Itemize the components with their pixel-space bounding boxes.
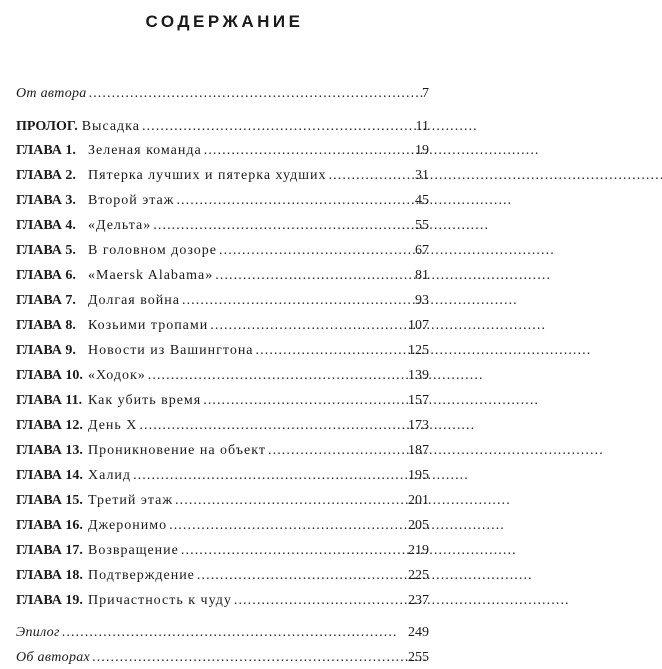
toc-leader-dots [169,516,406,536]
toc-entry-title: Долгая война [88,293,180,308]
toc-entry-page: 45 [415,193,429,208]
toc-entry [16,241,429,261]
toc-entry-title: Проникновение на объект [88,443,266,458]
toc-entry-label: ГЛАВА 9. [16,343,76,358]
toc-leader-dots [204,141,413,161]
toc-entry-page: 219 [408,543,429,558]
toc-entry-label: ГЛАВА 12. [16,418,83,433]
toc-entry-title: В головном дозоре [88,243,218,258]
toc-entry-label: ГЛАВА 2. [16,168,76,183]
toc-entry-page: 255 [408,650,429,665]
toc-entry-title: Об авторах [16,650,91,665]
toc-entry [16,648,429,668]
toc-leader-dots [133,466,406,486]
toc-leader-dots [234,591,406,611]
toc-entry-page: 237 [408,593,429,608]
toc-entry-page: 31 [415,168,429,183]
toc-entry [16,416,429,436]
toc-leader-dots [62,623,406,643]
toc-entry [16,341,429,361]
toc-entry-label: ГЛАВА 10. [16,368,83,383]
toc-leader-dots [215,266,413,286]
toc-entry [16,216,429,236]
toc-entry-title: Эпилог [16,625,60,640]
toc-leader-dots [268,441,406,461]
toc-title: СОДЕРЖАНИЕ [145,12,304,31]
toc-entry-label: ГЛАВА 15. [16,493,83,508]
toc-entry-title: День Х [88,418,138,433]
toc-entry-label: ГЛАВА 6. [16,268,76,283]
toc-leader-dots [175,491,406,511]
toc-leader-dots [139,416,406,436]
toc-entry-page: 205 [408,518,429,533]
toc-entry-title: Пятерка лучших и пятерка худших [88,168,327,183]
toc-leader-dots [148,366,406,386]
toc-entry [16,491,429,511]
toc-entry-label: ГЛАВА 17. [16,543,83,558]
toc-entry-page: 249 [408,625,429,640]
toc-entry [16,366,429,386]
toc-entry [16,166,429,186]
toc-entry [16,84,429,104]
toc-entry-label: ГЛАВА 13. [16,443,83,458]
toc-entry-title: Подтверждение [88,568,195,583]
toc-entry-page: 81 [415,268,429,283]
toc-entry-title: От автора [16,86,87,101]
toc-entry-title: Джеронимо [88,518,168,533]
toc-leader-dots [89,84,420,104]
toc-entry [16,141,429,161]
toc-entry-label: ПРОЛОГ. [16,119,78,134]
toc-entry [16,466,429,486]
toc-entry-title: Причастность к чуду [88,593,232,608]
toc-entry-title: «Maersk Alabama» [88,268,214,283]
toc-entry-page: 19 [415,143,429,158]
toc-leader-dots [92,648,406,668]
toc-entry-label: ГЛАВА 14. [16,468,83,483]
toc-entry-page: 187 [408,443,429,458]
toc-leader-dots [181,541,406,561]
toc-leader-dots [203,391,406,411]
toc-entry-title: «Дельта» [88,218,152,233]
toc-entry [16,391,429,411]
toc-leader-dots [142,117,414,137]
toc-entry [16,441,429,461]
toc-entry-title: Второй этаж [88,193,175,208]
toc-leader-dots [210,316,406,336]
toc-entry-title: Халид [88,468,132,483]
toc-entry-label: ГЛАВА 16. [16,518,83,533]
toc-entry-label: ГЛАВА 18. [16,568,83,583]
toc-entry-title: Новости из Вашингтона [88,343,254,358]
toc-entry-label: ГЛАВА 8. [16,318,76,333]
toc-entry [16,291,429,311]
toc-entry-label: ГЛАВА 11. [16,393,83,408]
toc-entry-page: 11 [415,119,429,134]
toc-entry-page: 195 [408,468,429,483]
toc-entry-page: 93 [415,293,429,308]
toc-leader-dots [197,566,406,586]
toc-leader-dots [329,166,413,186]
toc-leader-dots [153,216,413,236]
toc-entry-page: 107 [408,318,429,333]
toc-entry-label: ГЛАВА 4. [16,218,76,233]
toc-entry [16,516,429,536]
toc-entry-label: ГЛАВА 7. [16,293,76,308]
toc-entry-label: ГЛАВА 3. [16,193,76,208]
toc-entry-label: ГЛАВА 19. [16,593,83,608]
toc-leader-dots [219,241,413,261]
toc-entry-title: Зеленая команда [88,143,202,158]
toc-entry [16,266,429,286]
toc-entry [16,191,429,211]
toc-entry-page: 125 [408,343,429,358]
toc-entry [16,566,429,586]
toc-entry-page: 173 [408,418,429,433]
toc-entry-page: 139 [408,368,429,383]
toc-entry-page: 67 [415,243,429,258]
toc-entry-label: ГЛАВА 5. [16,243,76,258]
toc-leader-dots [176,191,413,211]
toc-leader-dots [256,341,406,361]
toc-entry [16,541,429,561]
toc-entry [16,591,429,611]
toc-entry [16,117,429,137]
toc-leader-dots [182,291,413,311]
toc-entry-title: Возвращение [88,543,179,558]
toc-entry-title: Как убить время [88,393,202,408]
toc-entry-page: 225 [408,568,429,583]
toc-entry-title: Высадка [81,119,140,134]
toc-entry-page: 157 [408,393,429,408]
toc-entry-page: 7 [422,86,429,101]
toc-entry-label: ГЛАВА 1. [16,143,76,158]
toc-entry-page: 55 [415,218,429,233]
toc-entry-title: «Ходок» [88,368,146,383]
toc-entry-title: Козьими тропами [88,318,209,333]
toc-entry-page: 201 [408,493,429,508]
toc-entry-title: Третий этаж [88,493,174,508]
toc-entry [16,623,429,643]
toc-entry [16,316,429,336]
